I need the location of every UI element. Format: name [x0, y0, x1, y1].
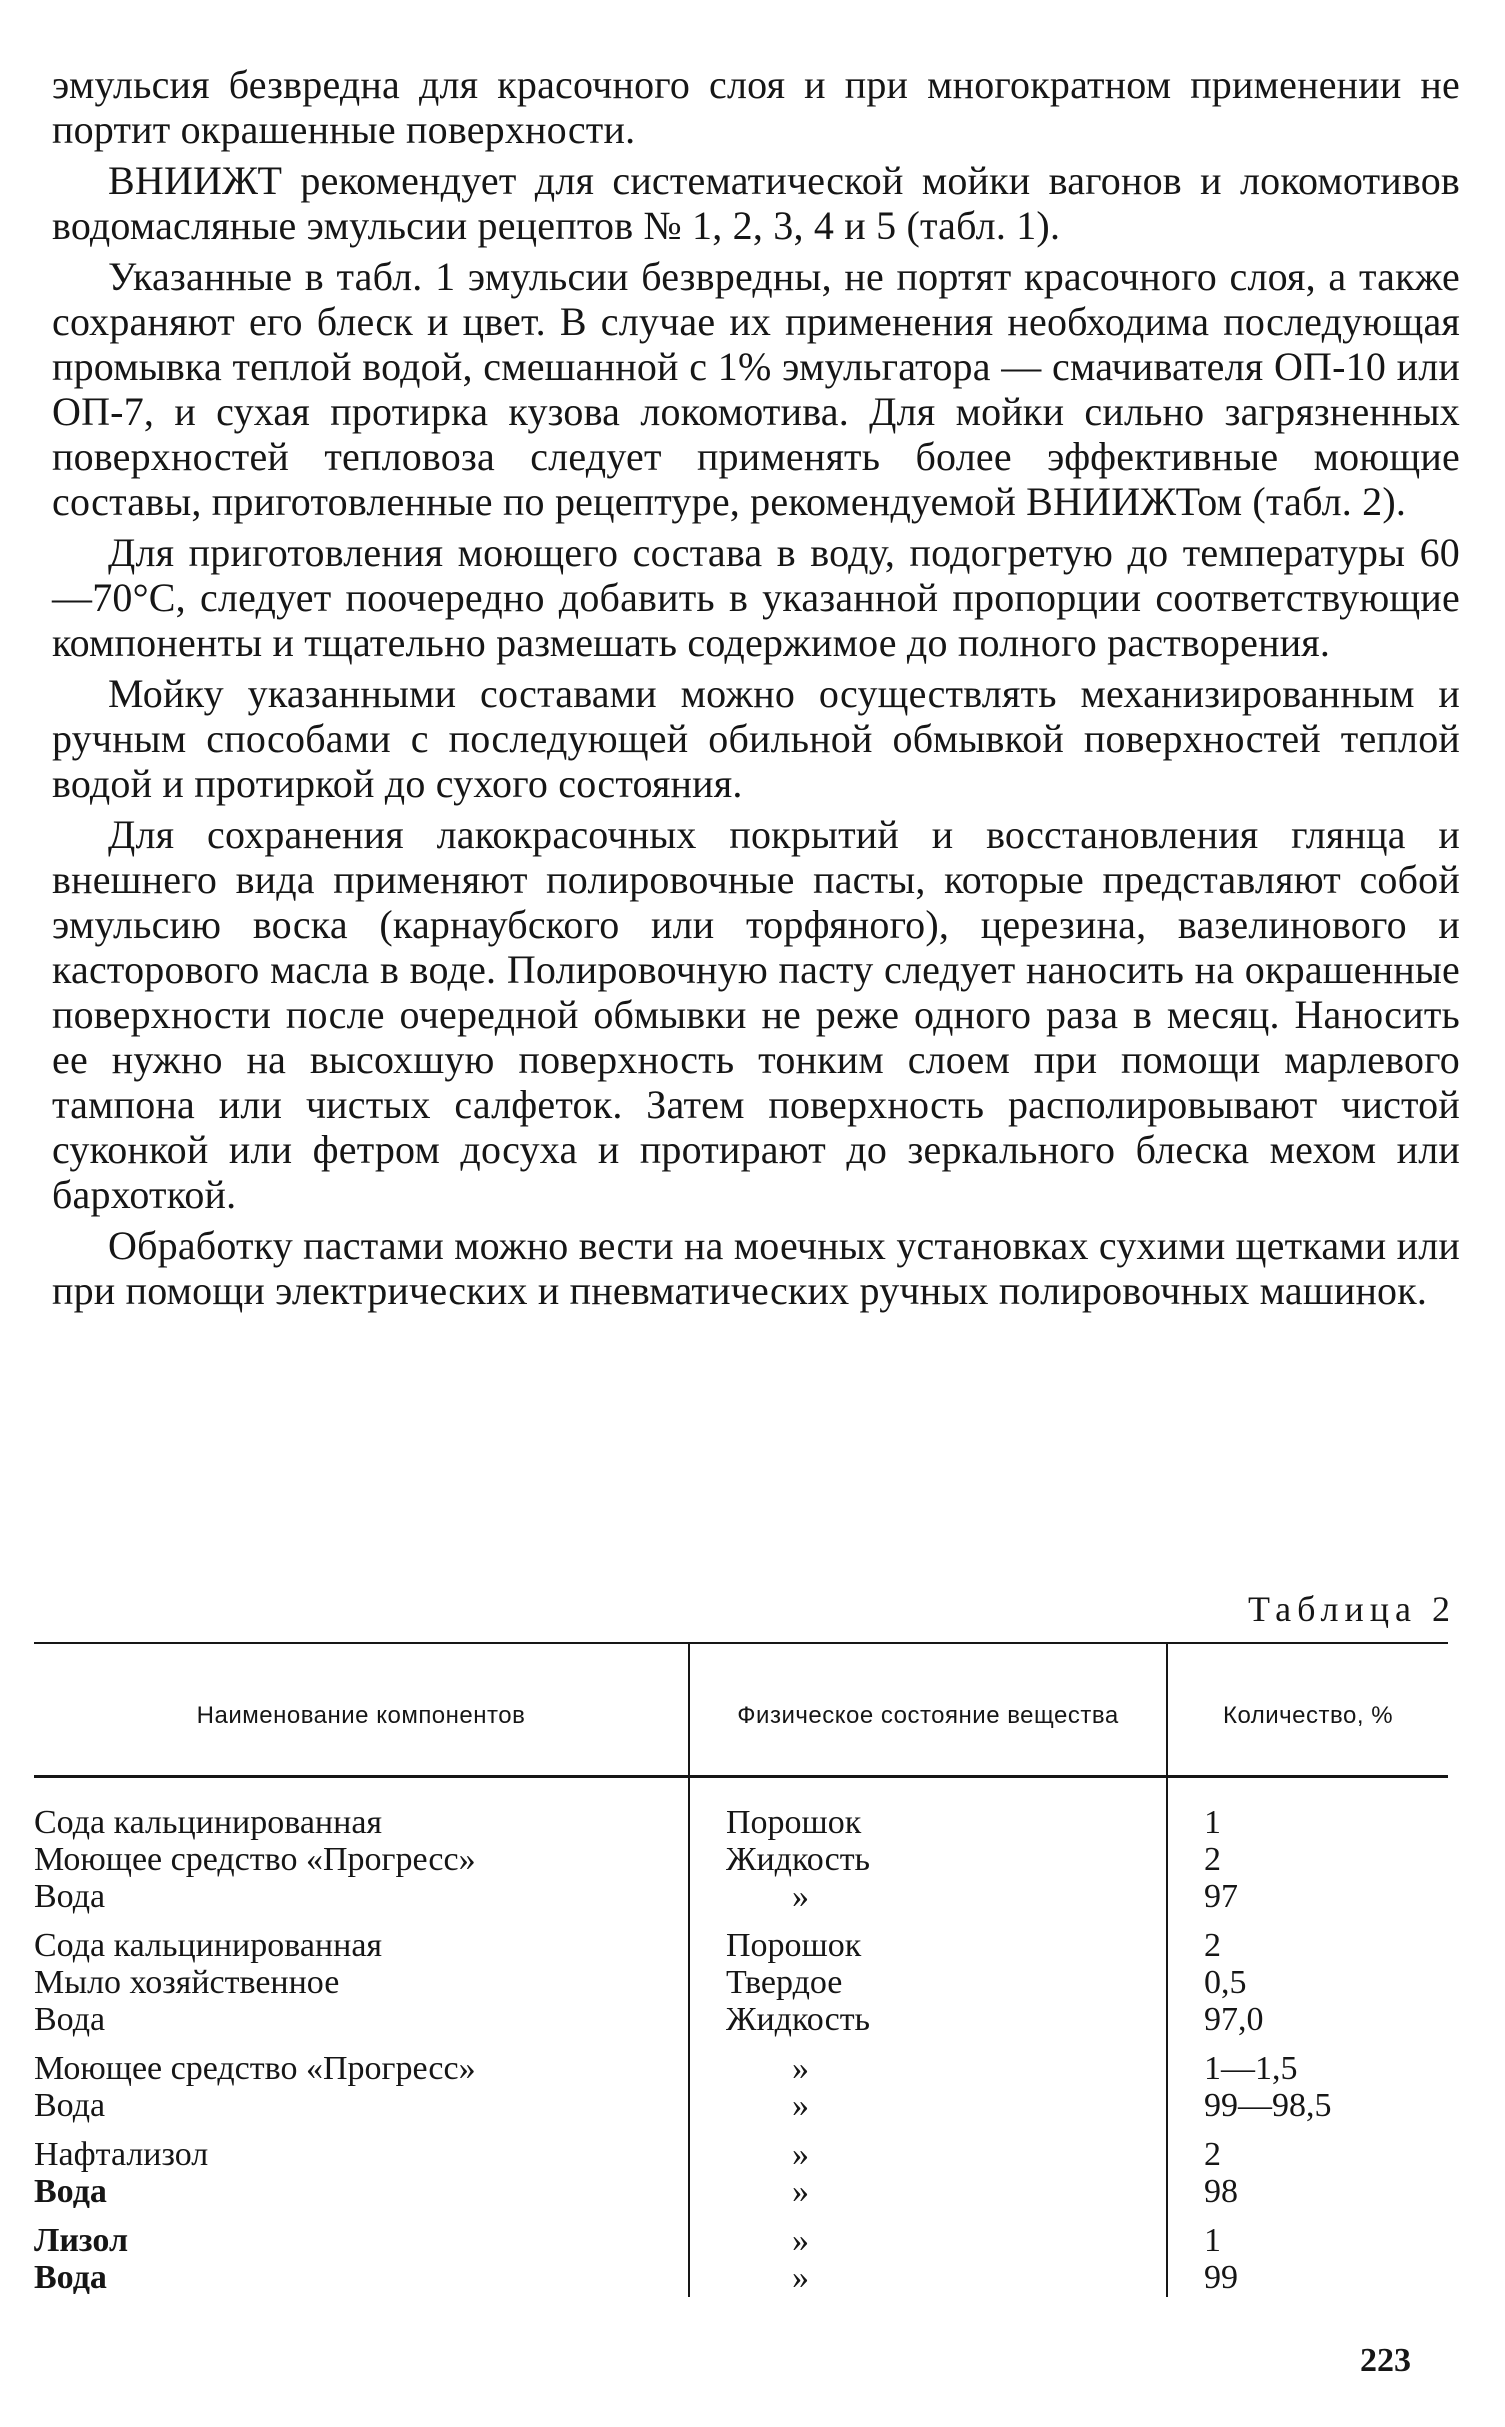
- cell-name: Вода: [34, 2087, 106, 2124]
- table-row: [34, 2259, 1448, 2296]
- paragraph: Для сохранения лакокрасочных покрытий и восстановления глянца и внешнего вида применяют полировочные пасты, которые представляют собой эмульсию воска (карнаубского или торфяного), церезина, вазелинового и касторового масла в воде. Полировочную пасту следует наносить на окрашенные поверхности после очередной обмывки не реже одного раза в месяц. Наносить ее нужно на высохшую поверхность тонким слоем при помощи марлевого тампона или чистых салфеток. Затем поверхность располировывают чистой суконкой или фетром досуха и протирают до зеркального блеска мехом или бархоткой.: [52, 812, 1460, 1217]
- cell-qty: 1: [1204, 1804, 1221, 1841]
- cell-name: Моющее средство «Прогресс»: [34, 2050, 476, 2087]
- paragraph: ВНИИЖТ рекомендует для систематической мойки вагонов и локомотивов водомасляные эмульсии рецептов № 1, 2, 3, 4 и 5 (табл. 1).: [52, 158, 1460, 248]
- page-number: 223: [1360, 2342, 1411, 2379]
- cell-state: »: [792, 2259, 809, 2296]
- cell-name: Вода: [34, 2259, 107, 2296]
- cell-name: Мыло хозяйственное: [34, 1964, 340, 2001]
- recipe-group: [34, 2222, 1448, 2296]
- table-caption: Таблица 2: [1248, 1589, 1456, 1629]
- table-row: [34, 2050, 1448, 2087]
- components-table: [34, 1642, 1448, 2297]
- table-row: [34, 1878, 1448, 1915]
- recipe-group: [34, 2050, 1448, 2124]
- cell-qty: 0,5: [1204, 1964, 1247, 2001]
- recipe-group: [34, 1804, 1448, 1915]
- cell-name: Нафтализол: [34, 2136, 209, 2173]
- table-row: [34, 2087, 1448, 2124]
- table-row: [34, 2001, 1448, 2038]
- cell-state: »: [792, 2050, 809, 2087]
- table-top-rule: [34, 1642, 1448, 1644]
- cell-state: Жидкость: [726, 1841, 871, 1878]
- cell-qty: 99: [1204, 2259, 1238, 2296]
- cell-state: Порошок: [726, 1804, 862, 1841]
- cell-qty: 2: [1204, 1841, 1221, 1878]
- recipe-group: [34, 1927, 1448, 2038]
- recipe-group: [34, 2136, 1448, 2210]
- cell-name: Вода: [34, 1878, 106, 1915]
- cell-qty: 99—98,5: [1204, 2087, 1332, 2124]
- table-row: [34, 1804, 1448, 1841]
- cell-name: Лизол: [34, 2222, 129, 2259]
- table-header-rule: [34, 1775, 1448, 1778]
- paragraph: Для приготовления моющего состава в воду, подогретую до температуры 60—70°С, следует поочередно добавить в указанной пропорции соответствующие компоненты и тщательно размешать содержимое до полного растворения.: [52, 530, 1460, 665]
- cell-name: Сода кальцинированная: [34, 1927, 383, 1964]
- header-quantity: Количество, %: [1222, 1701, 1394, 1729]
- cell-qty: 2: [1204, 1927, 1221, 1964]
- cell-name: Моющее средство «Прогресс»: [34, 1841, 476, 1878]
- cell-state: »: [792, 2087, 809, 2124]
- table-row: [34, 2173, 1448, 2210]
- cell-qty: 97,0: [1204, 2001, 1264, 2038]
- header-component-name: Наименование компонентов: [196, 1701, 526, 1729]
- cell-name: Сода кальцинированная: [34, 1804, 383, 1841]
- cell-name: Вода: [34, 2001, 106, 2038]
- cell-qty: 2: [1204, 2136, 1221, 2173]
- cell-qty: 98: [1204, 2173, 1238, 2210]
- table-row: [34, 2222, 1448, 2259]
- cell-name: Вода: [34, 2173, 107, 2210]
- cell-qty: 1—1,5: [1204, 2050, 1298, 2087]
- cell-state: Порошок: [726, 1927, 862, 1964]
- table-row: [34, 1964, 1448, 2001]
- table-row: [34, 1841, 1448, 1878]
- cell-state: »: [792, 1878, 809, 1915]
- cell-state: »: [792, 2136, 809, 2173]
- table-row: [34, 2136, 1448, 2173]
- cell-state: »: [792, 2173, 809, 2210]
- table-body: [34, 1804, 1448, 2308]
- body-text: [52, 62, 1460, 1319]
- header-physical-state: Физическое состояние вещества: [737, 1701, 1119, 1729]
- cell-qty: 97: [1204, 1878, 1238, 1915]
- cell-qty: 1: [1204, 2222, 1221, 2259]
- cell-state: Твердое: [726, 1964, 843, 2001]
- cell-state: Жидкость: [726, 2001, 871, 2038]
- table-row: [34, 1927, 1448, 1964]
- paragraph-continuation: эмульсия безвредна для красочного слоя и при многократном применении не портит окрашенные поверхности.: [52, 62, 1460, 152]
- cell-state: »: [792, 2222, 809, 2259]
- paragraph: Указанные в табл. 1 эмульсии безвредны, не портят красочного слоя, а также сохраняют его блеск и цвет. В случае их применения необходима последующая промывка теплой водой, смешанной с 1% эмульгатора — смачивателя ОП-10 или ОП-7, и сухая протирка кузова локомотива. Для мойки сильно загрязненных поверхностей тепловоза следует применять более эффективные моющие составы, приготовленные по рецептуре, рекомендуемой ВНИИЖТом (табл. 2).: [52, 254, 1460, 524]
- paragraph: Мойку указанными составами можно осуществлять механизированным и ручным способами с последующей обильной обмывкой поверхностей теплой водой и протиркой до сухого состояния.: [52, 671, 1460, 806]
- paragraph: Обработку пастами можно вести на моечных установках сухими щетками или при помощи электрических и пневматических ручных полировочных машинок.: [52, 1223, 1460, 1313]
